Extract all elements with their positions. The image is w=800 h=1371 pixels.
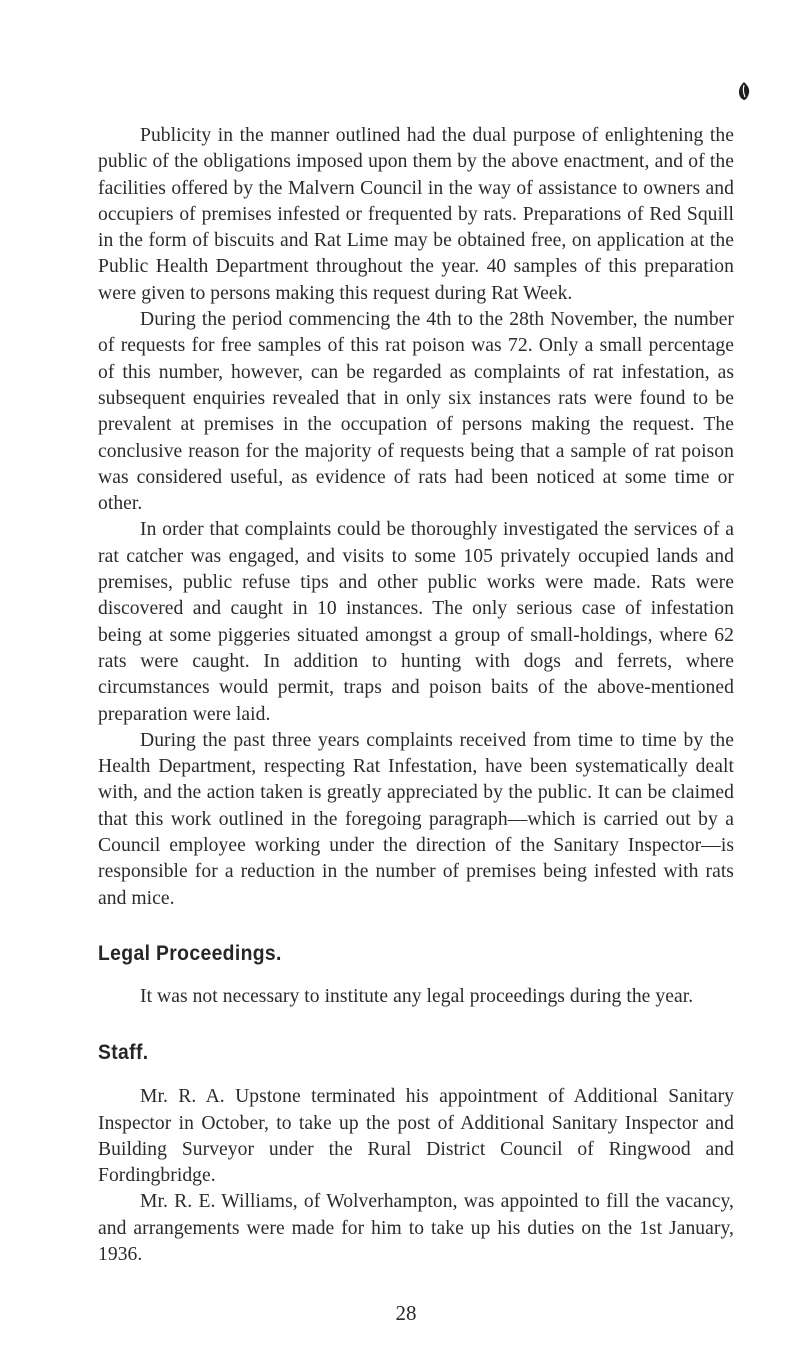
paragraph-publicity: Publicity in the manner outlined had the dual purpose of enlightening the public of the obligations imposed upon them by the above enactment, and of the facilities offered by the Malvern Council in the way of assistance to owners and occupiers of premises infested or frequented by rats. Preparations of Red Squill in the form of biscuits and Rat Lime may be obtained free, on application at the Public Health Department throughout the year. 40 samples of this preparation were given to persons making this request during Rat Week. (98, 125, 734, 304)
paragraph-rat-catcher: In order that complaints could be thoroughly investigated the services of a rat catcher was engaged, and visits to some 105 privately occupied lands and premises, public refuse tips and other public works were made. Rats were discovered and caught in 10 instances. The only serious case of infestation being at some piggeries situated amongst a group of small-holdings, where 62 rats were caught. In addition to hunting with dogs and ferrets, where circumstances would permit, traps and poison baits of the above-mentioned preparation were laid. (98, 519, 734, 725)
paragraph-legal: It was not necessary to institute any legal proceedings during the year. (140, 985, 694, 1007)
legal-proceedings-heading: Legal Proceedings. (98, 941, 282, 965)
paragraph-requests: During the period commencing the 4th to the 28th November, the number of requests for free samples of this rat poison was 72. Only a small percentage of this number, however, can be regarded as complaints of rat infestation, as subsequent enquiries revealed that in only six instances rats were found to be prevalent at premises in the occupation of persons making the request. The conclusive reason for the majority of requests being that a sample of rat poison was considered useful, as evidence of rats had been noticed at some time or other. (98, 309, 734, 515)
paragraph-staff-upstone: Mr. R. A. Upstone terminated his appointment of Additional Sanitary Inspector in October, to take up the post of Additional Sanitary Inspector and Building Surveyor under the Rural District Council of Ringwood and Fordingbridge. (98, 1086, 734, 1187)
ink-blot-mark (738, 82, 750, 100)
document-page (98, 123, 734, 1268)
staff-heading: Staff. (98, 1041, 149, 1065)
paragraph-staff-williams: Mr. R. E. Williams, of Wolverhampton, was appointed to fill the vacancy, and arrangements were made for him to take up his duties on the 1st January, 1936. (98, 1191, 734, 1265)
paragraph-complaints: During the past three years complaints received from time to time by the Health Department, respecting Rat Infestation, have been systematically dealt with, and the action taken is greatly appreciated by the public. It can be claimed that this work outlined in the foregoing paragraph—which is carried out by a Council employee working under the direction of the Sanitary Inspector—is responsible for a reduction in the number of premises being infested with rats and mice. (98, 729, 734, 909)
page-number: 28 (395, 1301, 417, 1325)
